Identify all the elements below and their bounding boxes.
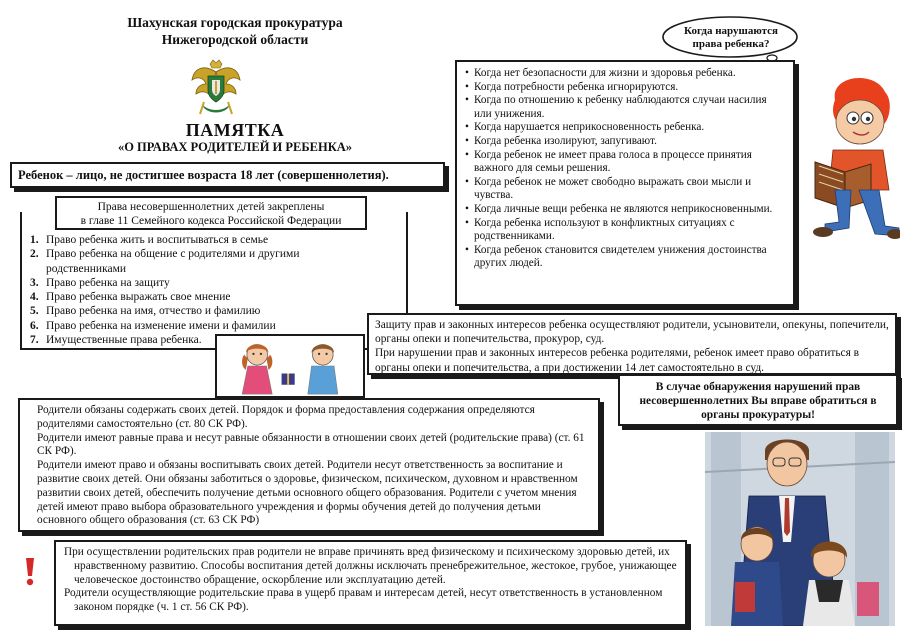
- rights-item-text: Имущественные права ребенка.: [46, 334, 202, 347]
- prosecutor-emblem-icon: [190, 58, 242, 118]
- duties-paragraph: Родители имеют право и обязаны воспитывать своих детей. Родители несут ответственность за воспитание и развитие своих детей. Они обязаны заботиться о здоровье, физическом, психическом, духовном и нравственном развитии своих детей, обеспечить получение детьми основного общего образования. Родители с учетом мнения детей имеют право выбора образовательного учреждения и формы обучения детей до получения детьми основного общего образования (ст. 63 СК РФ): [37, 459, 578, 527]
- rights-item-text: Право ребенка жить и воспитываться в семье: [46, 234, 269, 246]
- violation-item: • Когда нарушается неприкосновенность ребенка.: [465, 121, 785, 135]
- rights-header-line-2: в главе 11 Семейного кодекса Российской Федерации: [80, 215, 342, 227]
- rights-item: [30, 247, 340, 276]
- document-title: ПАМЯТКА: [185, 120, 285, 140]
- protection-paragraph-2: При нарушении прав и законных интересов ребенка родителями, ребенок имеет право обратиться в органы опеки и попечительства, а при достижении 14 лет самостоятельно в суд.: [375, 347, 860, 374]
- protection-paragraph-1: Защиту прав и законных интересов ребенка осуществляют родители, усыновители, опекуны, попечители, органы опеки и попечительства, прокурор, суд.: [375, 319, 889, 346]
- violation-item: • Когда нет безопасности для жизни и здоровья ребенка.: [465, 67, 785, 81]
- violation-item: • Когда потребности ребенка игнорируются.: [465, 81, 785, 95]
- org-line-1: Шахунская городская прокуратура: [127, 15, 343, 30]
- violation-item: • Когда ребенок не имеет права голоса в процессе принятия важного для семьи решения.: [465, 149, 785, 176]
- bubble-question: [683, 25, 779, 51]
- prohibited-paragraph: При осуществлении родительских прав родители не вправе причинять вред физическому и психическому здоровью детей, их нравственному развитию. Способы воспитания детей должны исключать пренебрежительное, жестокое, грубое, унижающее человеческое достоинство обращение, оскорбление или эксплуатацию детей.: [64, 546, 677, 586]
- rights-item-number: 5.: [30, 305, 39, 318]
- rights-list: [30, 233, 340, 347]
- violations-box: [455, 60, 795, 306]
- duties-paragraph: Родители обязаны содержать своих детей. Порядок и форма предоставления содержания определяются родителями самостоятельно (ст. 80 СК РФ).: [37, 404, 535, 430]
- rights-item: [30, 233, 340, 247]
- rights-item: [30, 290, 340, 304]
- violation-item: • Когда ребенок становится свидетелем унижения достоинства других людей.: [465, 244, 785, 271]
- document-subtitle: «О ПРАВАХ РОДИТЕЛЕЙ И РЕБЕНКА»: [117, 140, 353, 154]
- rights-item-text: Право ребенка на имя, отчество и фамилию: [46, 305, 261, 318]
- violation-item: • Когда личные вещи ребенка не являются неприкосновенными.: [465, 203, 785, 217]
- violation-item: • Когда ребенка изолируют, запугивают.: [465, 135, 785, 149]
- boy-reading-illustration: [805, 70, 900, 240]
- rights-item-number: 3.: [30, 276, 39, 289]
- rights-header-line-1: Права несовершеннолетних детей закреплены: [97, 201, 325, 213]
- parents-duties-box: [18, 398, 600, 532]
- prosecutor-note: В случае обнаружения нарушений прав несовершеннолетних Вы вправе обратиться в органы прокуратуры!: [618, 374, 898, 426]
- organization-title: [70, 14, 400, 48]
- rights-item-text: Право ребенка на общение с родителями и другими родственниками: [46, 248, 300, 275]
- bubble-line-2: права ребенка?: [692, 38, 770, 50]
- rights-item-number: 4.: [30, 291, 39, 304]
- rights-item-number: 6.: [30, 319, 39, 332]
- duties-paragraph: Родители имеют равные права и несут равные обязанности в отношении своих детей (родительские права) (ст. 61 СК РФ).: [37, 431, 585, 458]
- rights-item: [30, 276, 340, 290]
- bubble-line-1: Когда нарушаются: [684, 25, 778, 37]
- violation-item: • Когда по отношению к ребенку наблюдаются случаи насилия или унижения.: [465, 94, 785, 121]
- org-line-2: Нижегородской области: [161, 32, 309, 47]
- prohibited-actions-box: [54, 540, 687, 626]
- violation-item: • Когда ребенок не может свободно выражать свои мысли и чувства.: [465, 176, 785, 203]
- rights-item-text: Право ребенка на изменение имени и фамилии: [46, 319, 276, 332]
- rights-item: [30, 304, 340, 318]
- rights-item-number: 2.: [30, 248, 39, 261]
- protection-box: [367, 313, 897, 375]
- violation-item: • Когда ребенка используют в конфликтных ситуациях с родственниками.: [465, 217, 785, 244]
- prohibited-paragraph: Родители осуществляющие родительские права в ущерб правам и интересам детей, несут ответственность в установленном законом порядке (ч. 1 ст. 56 СК РФ).: [64, 587, 663, 614]
- rights-item: [30, 319, 340, 333]
- exclamation-icon: [20, 556, 40, 586]
- rights-item-text: Право ребенка на защиту: [46, 276, 170, 289]
- violations-list: [465, 67, 785, 271]
- children-illustration: [215, 334, 365, 398]
- rights-item-number: 1.: [30, 234, 39, 246]
- rights-item-number: 7.: [30, 334, 39, 347]
- family-illustration: [705, 432, 895, 626]
- child-definition: Ребенок – лицо, не достигшее возраста 18 лет (совершеннолетия).: [10, 162, 445, 188]
- rights-item-text: Право ребенка выражать свое мнение: [46, 291, 231, 304]
- rights-header: [55, 196, 367, 230]
